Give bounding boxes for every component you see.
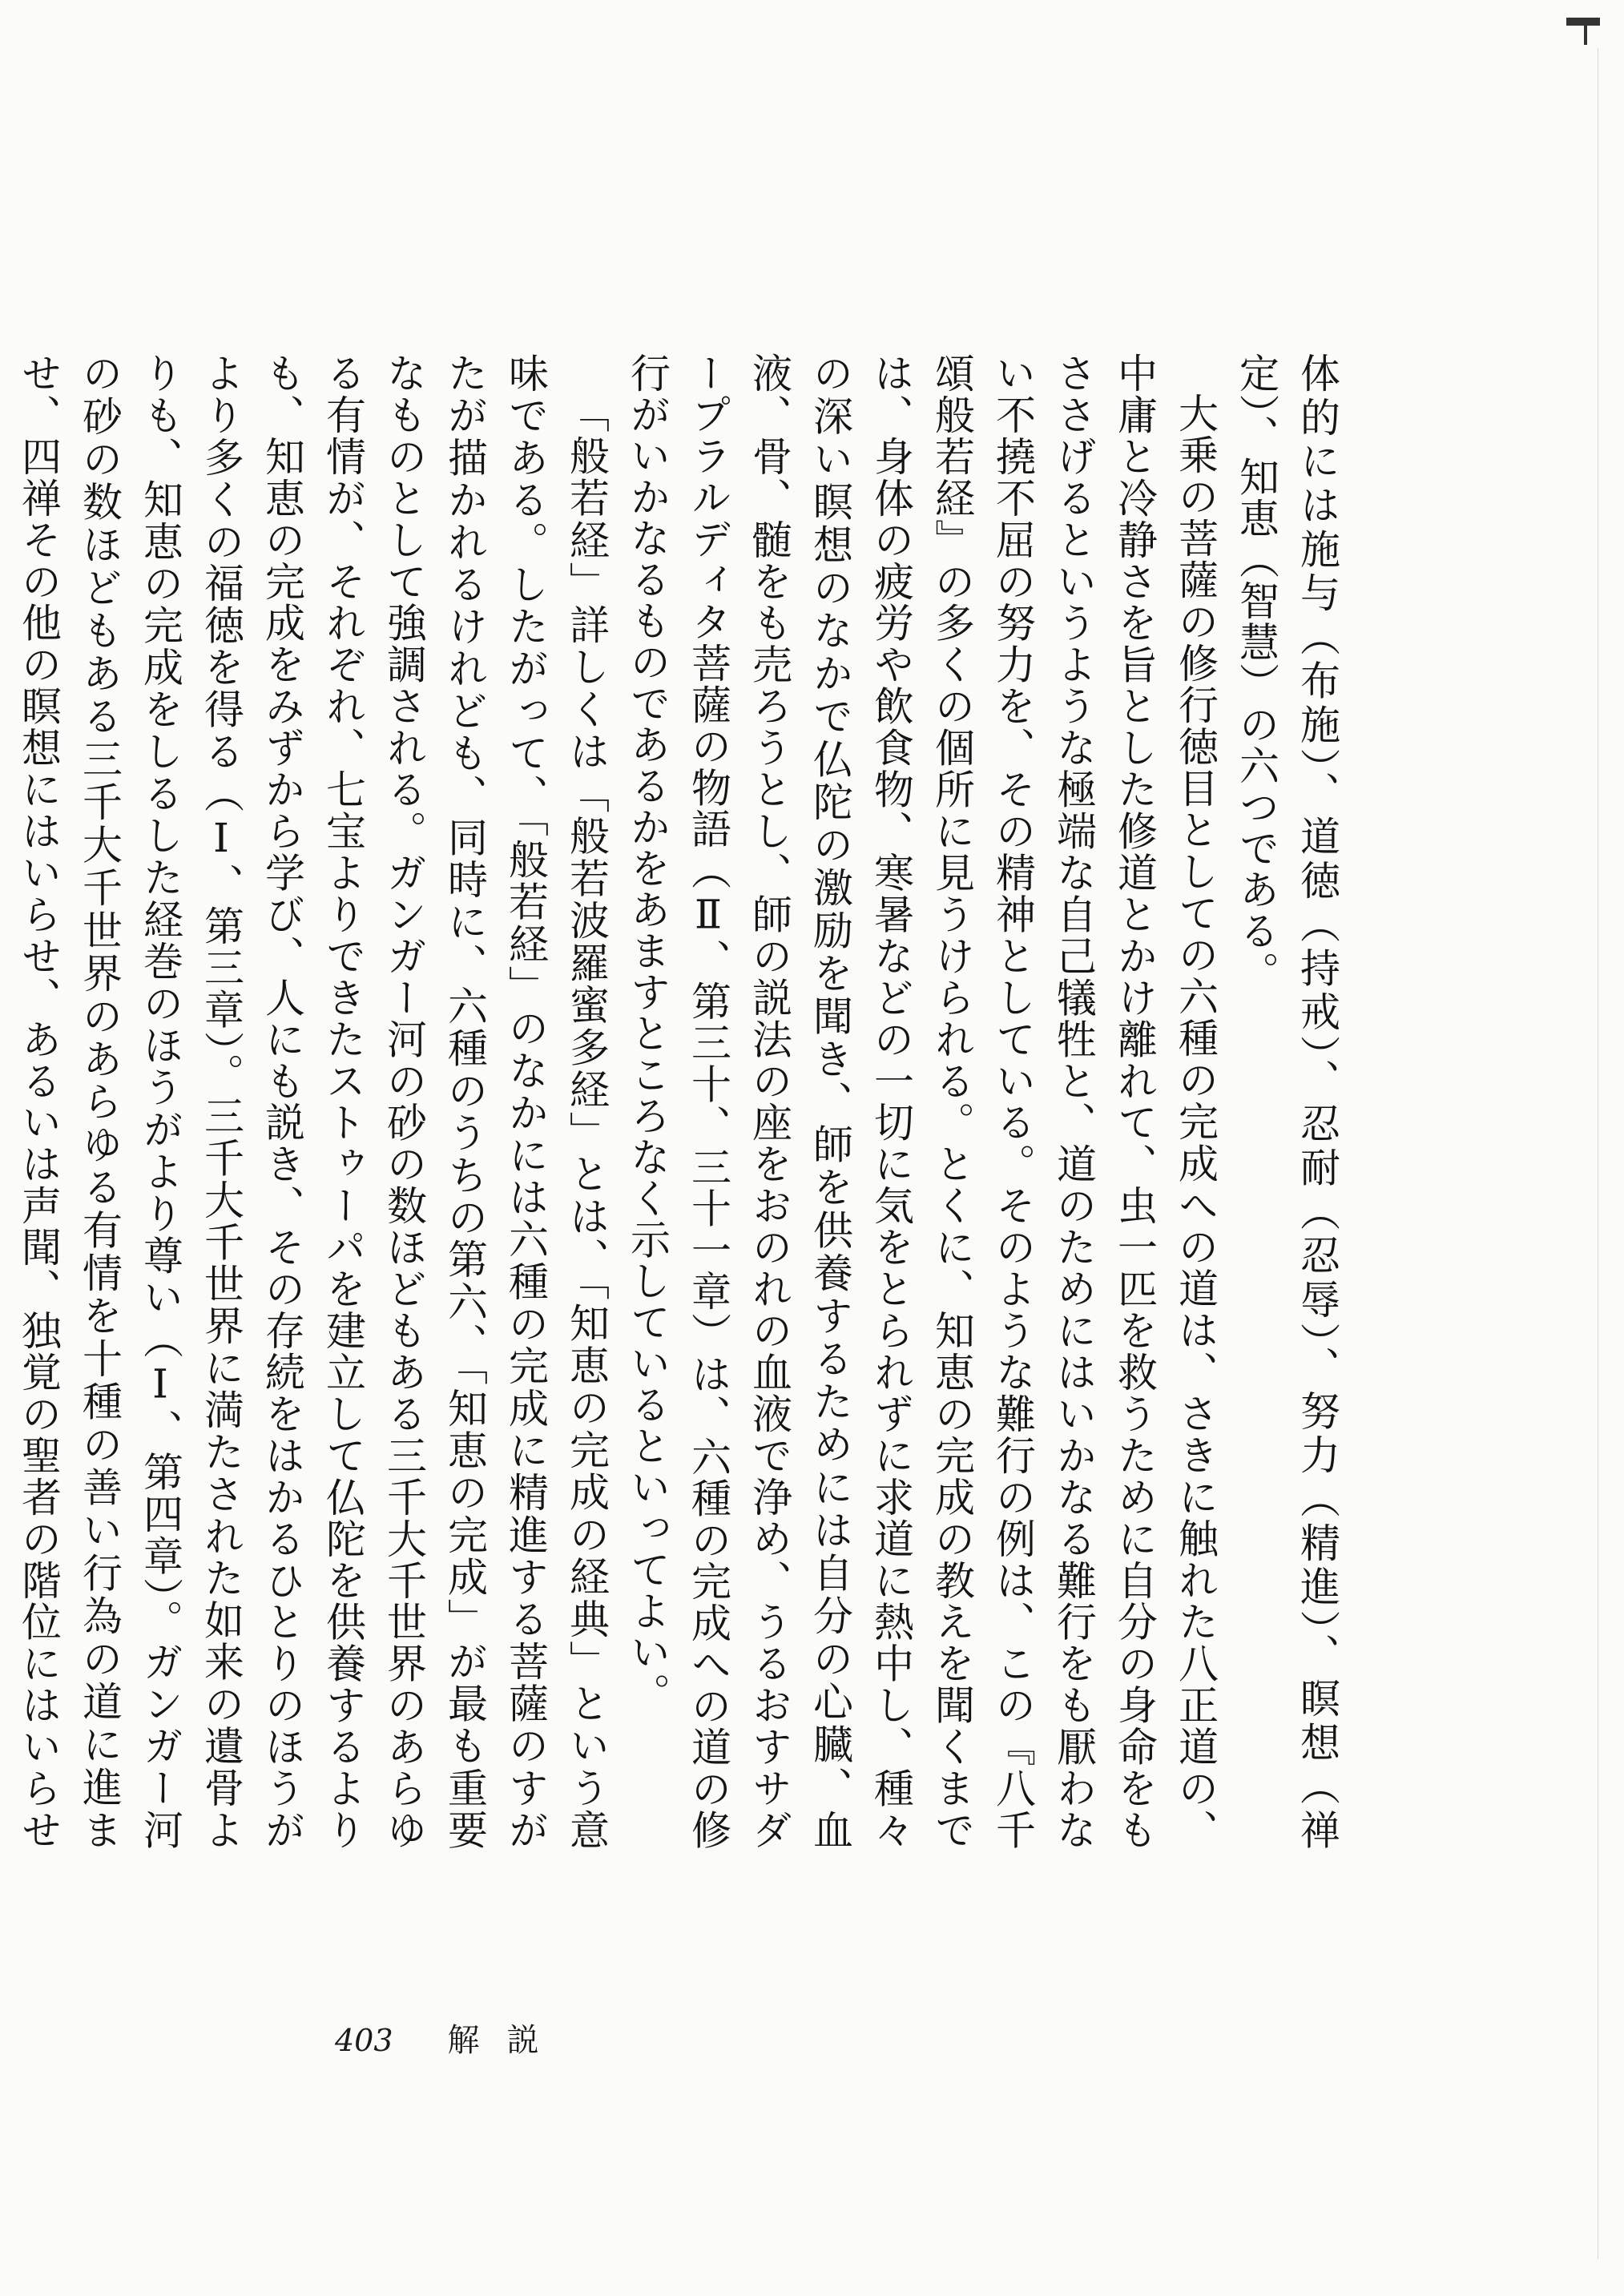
paragraph-1: 体的には施与（布施）、道徳（持戒）、忍耐（忍辱）、努力（精進）、瞑想（禅定）、知恵（智慧）の六つである。 [1233,352,1340,1851]
running-head: 解説 [447,2022,566,2059]
page-footer [335,2015,566,2060]
body-text [15,352,1348,1851]
paragraph-2: 大乗の菩薩の修行徳目としての六種の完成への道は、さきに触れた八正道の、中庸と冷静さを旨とした修道とかけ離れて、虫一匹を救うために自分の身命をもささげるというような極端な自己犠牲と、道のためにはいかなる難行をも厭わない不撓不屈の努力を、その精神としている。そのような難行の例は、この『八千頌般若経』の多くの個所に見うけられる。とくに、知恵の完成の教えを聞くまでは、身体の疲労や飲食物、寒暑などの一切に気をとられずに求道に熱中し、種々の深い瞑想のなかで仏陀の激励を聞き、師を供養するためには自分の心臓、血液、骨、髄をも売ろうとし、師の説法の座をおのれの血液で浄め、うるおすサダープラルディタ菩薩の物語（Ⅱ、第三十、三十一章）は、六種の完成への道の修行がいかなるものであるかをあますところなく示しているといってよい。 [624,352,1219,1851]
binding-mark [1565,14,1600,46]
paragraph-3: 「般若経」詳しくは「般若波羅蜜多経」とは、「知恵の完成の経典」という意味である。したがって、「般若経」のなかには六種の完成に精進する菩薩のすがたが描かれるけれども、同時に、六種のうちの第六、「知恵の完成」が最も重要なものとして強調される。ガンガー河の砂の数ほどもある三千大千世界のあらゆる有情が、それぞれ、七宝よりできたストゥーパを建立して仏陀を供養するよりも、知恵の完成をみずから学び、人にも説き、その存続をはかるひとりのほうがより多くの福徳を得る（Ⅰ、第三章）。三千大千世界に満たされた如来の遺骨よりも、知恵の完成をしるした経巻のほうがより尊い（Ⅰ、第四章）。ガンガー河の砂の数ほどもある三千大千世界のあらゆる有情を十種の善い行為の道に進ませ、四禅その他の瞑想にはいらせ、あるいは声聞、独覚の聖者の階位にはいらせ [15,352,610,1851]
page-number: 403 [335,2023,393,2058]
